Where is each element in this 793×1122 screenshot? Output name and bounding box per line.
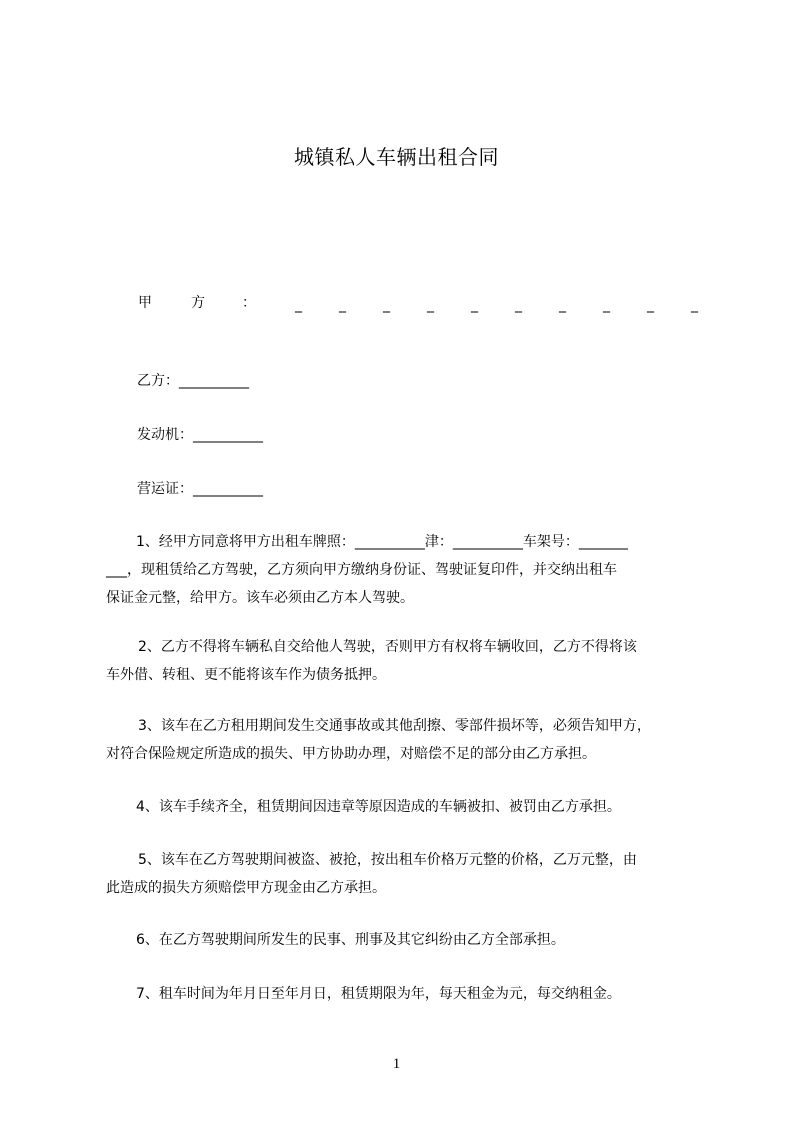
party-a-colon: ： — [242, 295, 256, 311]
clause-1 — [106, 528, 709, 612]
party-a-row — [138, 292, 708, 318]
party-a-blank-dash: _ — [383, 297, 390, 313]
clause-line — [106, 712, 709, 740]
clause-6 — [106, 926, 709, 954]
party-a-label-char-1: 甲 — [138, 295, 152, 311]
clause-line — [106, 846, 709, 874]
clause-7 — [106, 980, 709, 1008]
party-a-blank-dash: _ — [559, 297, 566, 313]
clause-4 — [106, 793, 709, 821]
clause-line — [106, 980, 709, 1008]
clause-line — [106, 926, 709, 954]
page-number: 1 — [392, 1056, 401, 1072]
clause-line: 对符合保险规定所造成的损失、甲方协助办理，对赔偿不足的部分由乙方承担。 — [106, 746, 596, 762]
clause-line: 此造成的损失方须赔偿甲方现金由乙方承担。 — [106, 880, 386, 896]
clause-line — [106, 633, 709, 661]
party-a-blank-dash: _ — [515, 297, 522, 313]
clause-text: 5、该车在乙方驾驶期间被盗、被抢，按出租车价格万元整的价格，乙万元整，由 — [138, 852, 637, 868]
clause-2 — [106, 633, 709, 689]
party-b-field: 乙方：__________ — [137, 373, 249, 389]
operating-license-field: 营运证：__________ — [137, 481, 263, 497]
clause-line — [106, 793, 709, 821]
party-a-blank-dash: _ — [295, 297, 302, 313]
engine-field: 发动机：__________ — [137, 427, 263, 443]
party-a-blank-dash: _ — [691, 297, 698, 313]
clause-3 — [106, 712, 709, 768]
clause-line: ___，现租赁给乙方驾驶，乙方须向甲方缴纳身份证、驾驶证复印件，并交纳出租车 — [106, 562, 617, 578]
party-a-blank-dash: _ — [647, 297, 654, 313]
party-a-label-char-2: 方 — [191, 295, 205, 311]
clause-line — [106, 528, 709, 556]
clause-text: 1、经甲方同意将甲方出租车牌照：__________津：__________车架号：_______ — [136, 534, 628, 550]
clause-line: 保证金元整，给甲方。该车必须由乙方本人驾驶。 — [106, 590, 414, 606]
clause-text: 3、该车在乙方租用期间发生交通事故或其他刮擦、零部件损坏等，必须告知甲方， — [138, 718, 651, 734]
clause-text: 7、租车时间为年月日至年月日，租赁期限为年，每天租金为元，每交纳租金。 — [136, 986, 621, 1002]
party-a-blank-dash: _ — [339, 297, 346, 313]
clause-text: 4、该车手续齐全，租赁期间因违章等原因造成的车辆被扣、被罚由乙方承担。 — [136, 799, 621, 815]
clause-line: 车外借、转租、更不能将该车作为债务抵押。 — [106, 667, 386, 683]
party-a-blank-dash: _ — [471, 297, 478, 313]
clause-5 — [106, 846, 709, 902]
clause-text: 2、乙方不得将车辆私自交给他人驾驶，否则甲方有权将车辆收回，乙方不得将该 — [138, 639, 637, 655]
clause-text: 6、在乙方驾驶期间所发生的民事、刑事及其它纠纷由乙方全部承担。 — [136, 932, 565, 948]
document-title: 城镇私人车辆出租合同 — [294, 145, 499, 169]
party-a-blank-dash: _ — [427, 297, 434, 313]
party-a-blank-dash: _ — [603, 297, 610, 313]
